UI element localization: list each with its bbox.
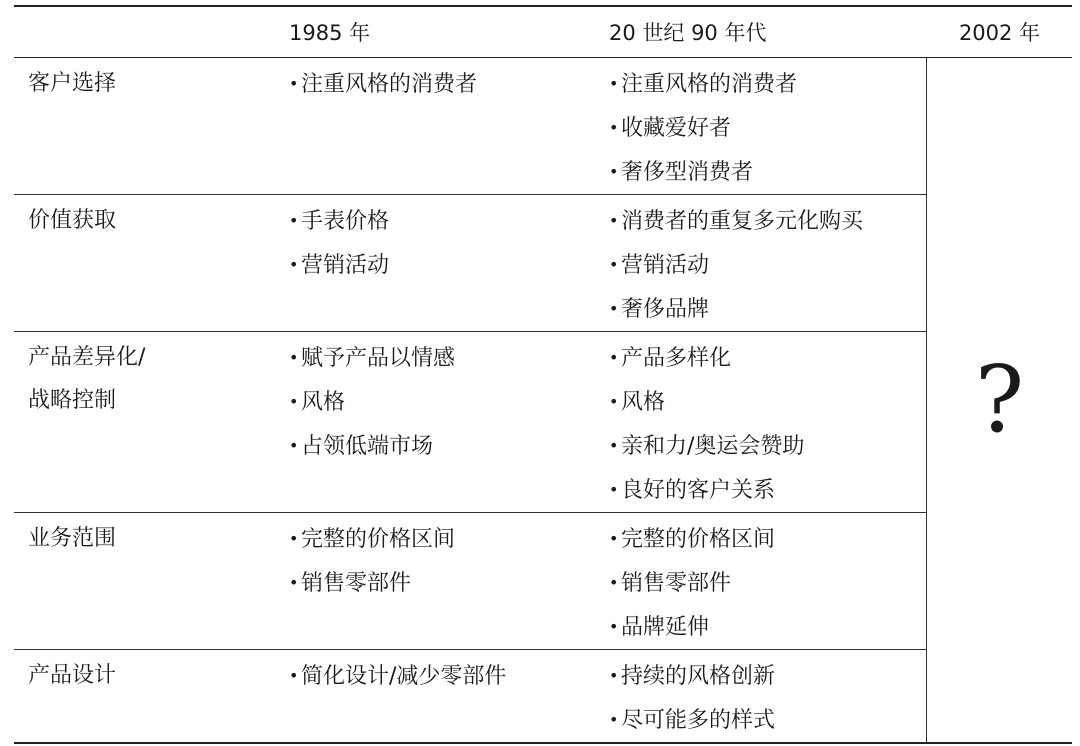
list-item — [609, 698, 926, 742]
list-item-text: 简化设计/减少零部件 — [301, 664, 507, 689]
list-item — [289, 199, 609, 243]
list-item — [609, 424, 926, 468]
row-label-line: 产品设计 — [28, 663, 117, 688]
bullet-icon: • — [609, 299, 619, 318]
row-label — [14, 650, 289, 742]
list-item — [289, 62, 609, 106]
comparison-table — [14, 5, 1072, 744]
table-header-row — [14, 7, 1072, 58]
row-label-line: 产品差异化/ — [28, 345, 146, 370]
list-item — [609, 106, 926, 150]
bullet-icon: • — [609, 348, 619, 367]
cell-1985 — [289, 650, 609, 742]
bullet-icon: • — [289, 436, 299, 455]
list-item — [289, 380, 609, 424]
bullet-icon: • — [609, 211, 619, 230]
cell-1990s — [609, 195, 927, 331]
list-item — [609, 605, 926, 649]
bullet-icon: • — [289, 666, 299, 685]
list-item — [609, 336, 926, 380]
bullet-icon: • — [609, 710, 619, 729]
bullet-icon: • — [289, 392, 299, 411]
bullet-icon: • — [289, 211, 299, 230]
list-item — [289, 517, 609, 561]
list-item-text: 销售零部件 — [301, 571, 412, 596]
list-item-text: 营销活动 — [621, 253, 710, 278]
list-item-text: 占领低端市场 — [301, 434, 434, 459]
row-label-line: 战略控制 — [28, 388, 117, 413]
bullet-icon: • — [609, 118, 619, 137]
table-bottom-rule — [14, 742, 1072, 744]
table-row — [14, 332, 927, 513]
table-body — [14, 58, 1072, 742]
bullet-icon: • — [609, 162, 619, 181]
bullet-icon: • — [609, 255, 619, 274]
list-item — [609, 517, 926, 561]
table-row — [14, 58, 927, 195]
list-item — [609, 380, 926, 424]
cell-1985 — [289, 195, 609, 331]
bullet-icon: • — [609, 392, 619, 411]
bullet-icon: • — [289, 74, 299, 93]
bullet-icon: • — [609, 529, 619, 548]
list-item-text: 良好的客户关系 — [621, 478, 776, 503]
cell-1985 — [289, 58, 609, 194]
row-label — [14, 195, 289, 331]
row-label-line: 业务范围 — [28, 526, 117, 551]
list-item-text: 风格 — [621, 390, 666, 415]
cell-1990s — [609, 58, 927, 194]
list-item-text: 注重风格的消费者 — [301, 72, 478, 97]
cell-1990s — [609, 513, 927, 649]
bullet-icon: • — [289, 255, 299, 274]
list-item — [289, 336, 609, 380]
table-row — [14, 650, 1072, 742]
list-item — [609, 561, 926, 605]
list-item — [289, 654, 609, 698]
bullet-icon: • — [609, 480, 619, 499]
bullet-icon: • — [609, 436, 619, 455]
list-item-text: 赋予产品以情感 — [301, 346, 456, 371]
row-label — [14, 332, 289, 512]
list-item-text: 亲和力/奥运会赞助 — [621, 434, 805, 459]
list-item — [609, 62, 926, 106]
list-item-text: 注重风格的消费者 — [621, 72, 798, 97]
row-label-line: 客户选择 — [28, 71, 117, 96]
row-label — [14, 513, 289, 649]
cell-1990s — [609, 650, 927, 742]
bullet-icon: • — [289, 348, 299, 367]
cell-1985 — [289, 332, 609, 512]
cell-2002-merged — [927, 58, 1072, 742]
bullet-icon: • — [609, 573, 619, 592]
list-item — [609, 287, 926, 331]
list-item-text: 奢侈品牌 — [621, 297, 710, 322]
cell-1990s — [609, 332, 927, 512]
bullet-icon: • — [609, 617, 619, 636]
list-item-text: 奢侈型消费者 — [621, 160, 754, 185]
list-item-text: 持续的风格创新 — [621, 664, 776, 689]
list-item-text: 营销活动 — [301, 253, 390, 278]
bullet-icon: • — [609, 666, 619, 685]
list-item-text: 产品多样化 — [621, 346, 732, 371]
table-row — [14, 513, 927, 650]
list-item-text: 收藏爱好者 — [621, 116, 732, 141]
header-cell-1990s: 20 世纪 90 年代 — [609, 21, 767, 45]
header-cell-1985: 1985 年 — [289, 21, 371, 45]
list-item — [609, 654, 926, 698]
list-item-text: 消费者的重复多元化购买 — [621, 209, 864, 234]
header-cell-2002: 2002 年 — [958, 21, 1041, 45]
list-item — [289, 424, 609, 468]
list-item — [609, 199, 926, 243]
row-label-line: 价值获取 — [28, 208, 117, 233]
list-item — [609, 243, 926, 287]
list-item-text: 手表价格 — [301, 209, 390, 234]
list-item — [609, 150, 926, 194]
list-item-text: 品牌延伸 — [621, 615, 710, 640]
table-row — [14, 195, 927, 332]
cell-1985 — [289, 513, 609, 649]
list-item — [609, 468, 926, 512]
list-item-text: 完整的价格区间 — [621, 527, 776, 552]
list-item-text: 风格 — [301, 390, 346, 415]
question-mark: ? — [974, 346, 1025, 453]
list-item-text: 完整的价格区间 — [301, 527, 456, 552]
list-item — [289, 561, 609, 605]
list-item — [289, 243, 609, 287]
list-item-text: 销售零部件 — [621, 571, 732, 596]
row-label — [14, 58, 289, 194]
bullet-icon: • — [289, 529, 299, 548]
bullet-icon: • — [609, 74, 619, 93]
bullet-icon: • — [289, 573, 299, 592]
list-item-text: 尽可能多的样式 — [621, 708, 776, 733]
